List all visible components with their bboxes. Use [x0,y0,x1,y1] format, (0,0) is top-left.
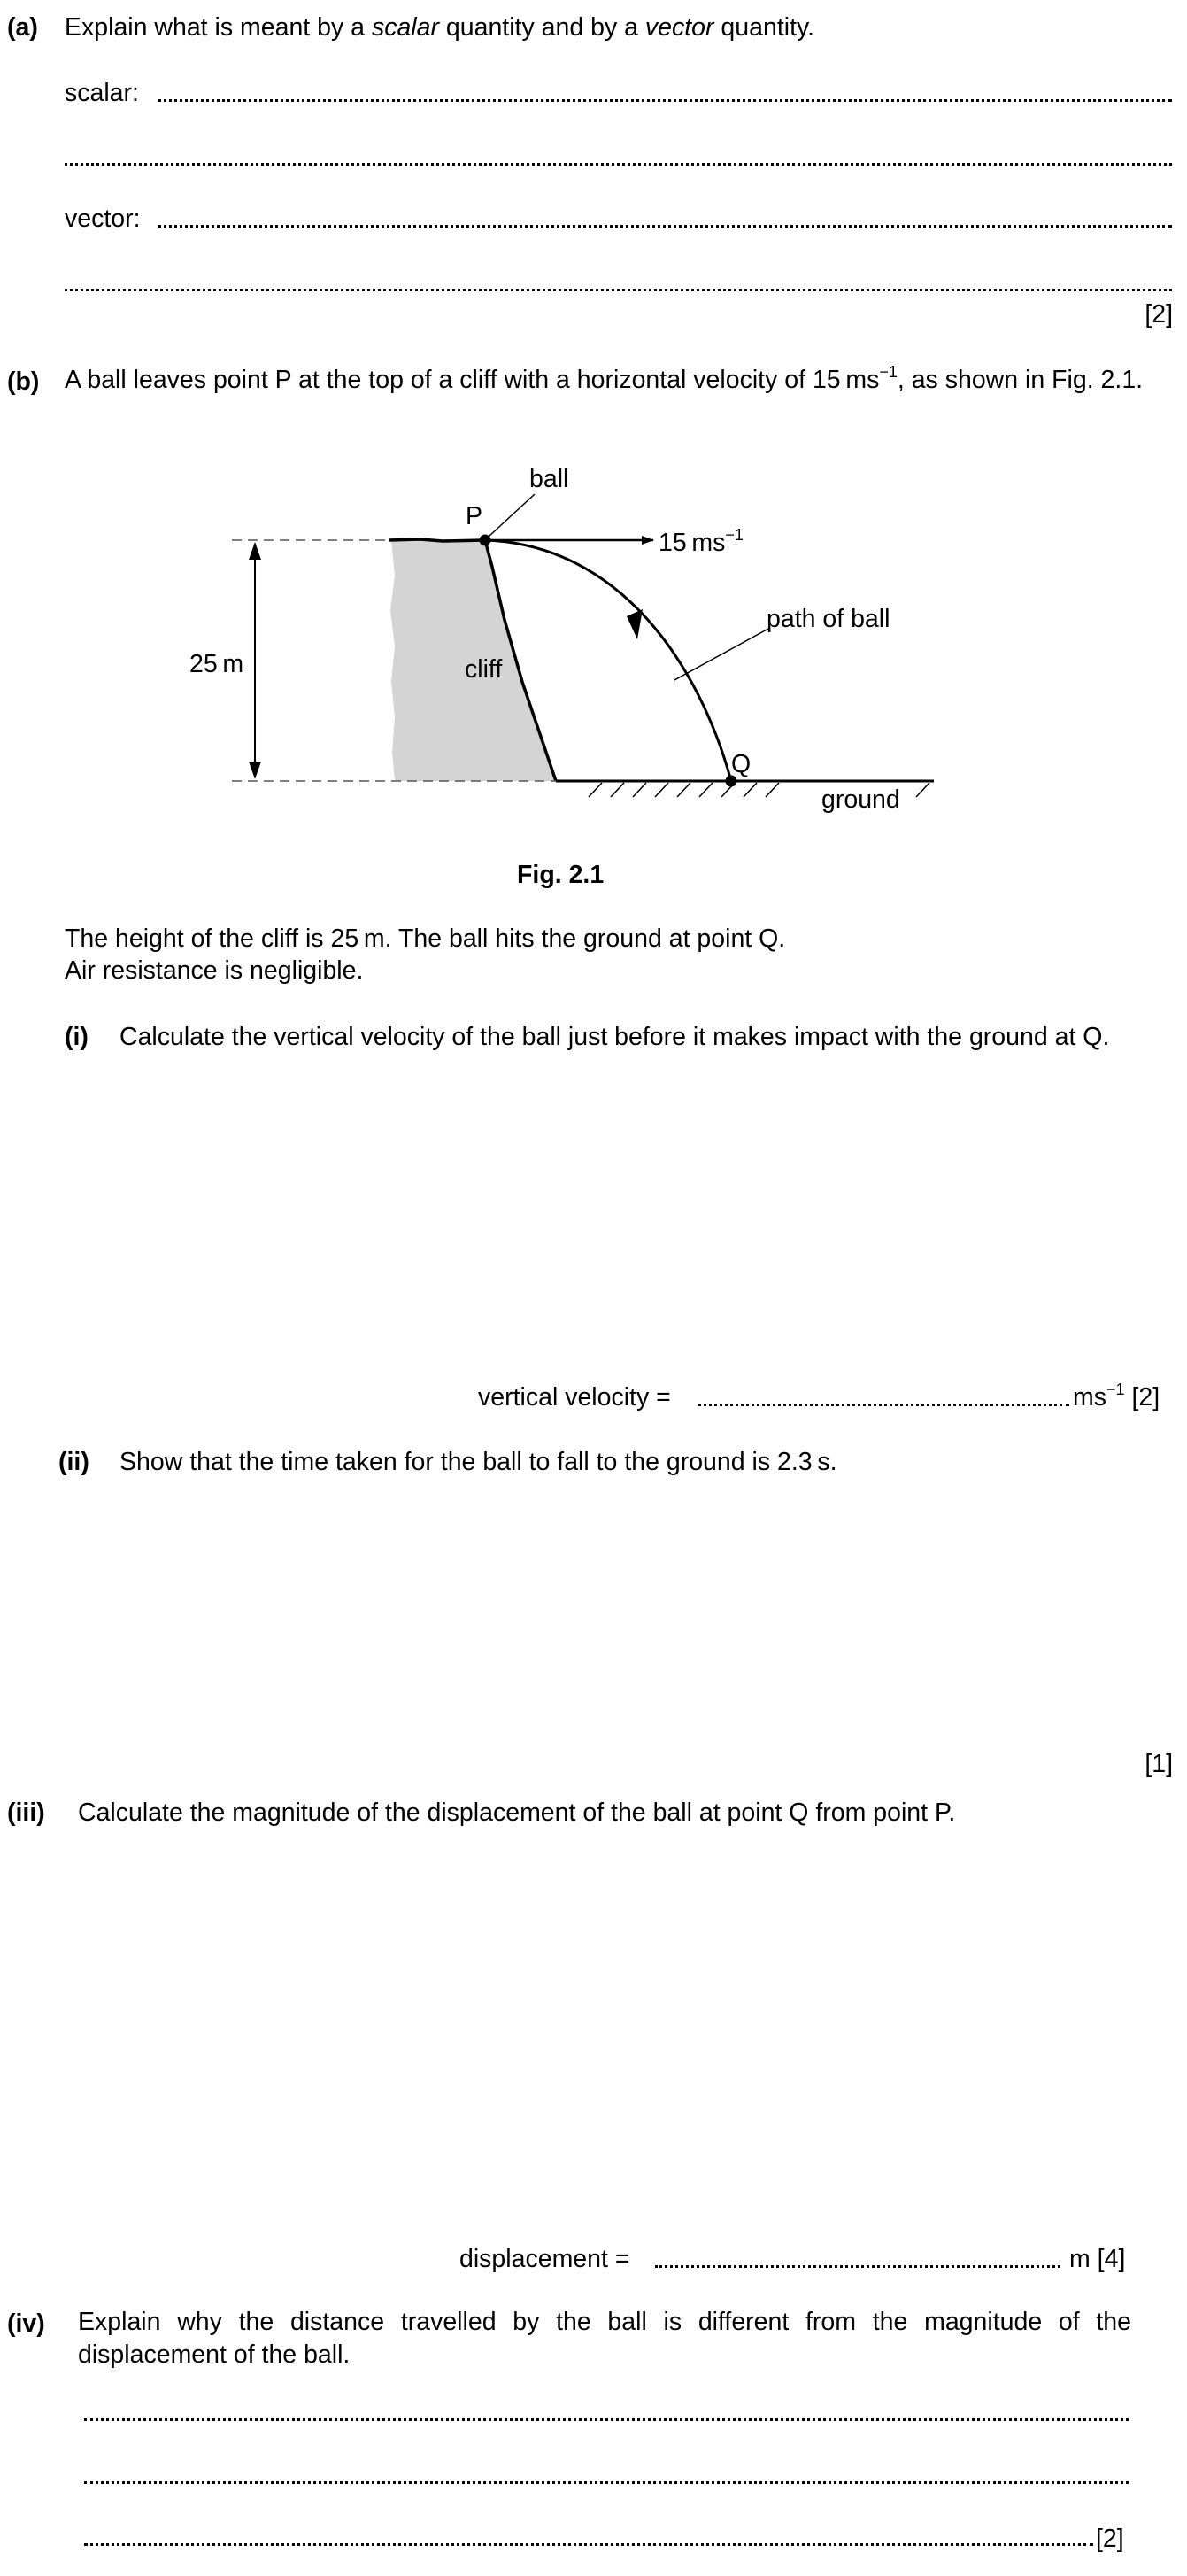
question-text: quantity and by a [438,13,645,42]
explanation-answer-line-2[interactable] [84,2481,1129,2484]
intro-text: , as shown in Fig. 2.1. [897,366,1144,394]
height-arrow-head-bottom [249,762,261,779]
height-arrow-head-top [249,542,261,560]
question-iv-label: (iv) [7,2309,45,2338]
question-i-label: (i) [65,1023,89,1051]
explanation-answer-line-1[interactable] [84,2418,1129,2421]
part-a-marks: [2] [1145,300,1173,329]
part-b-intro [65,364,1173,397]
displacement-answer-line[interactable] [655,2265,1060,2268]
velocity-label: 15 $ms^{-1}$ [659,526,744,557]
displacement-unit [1069,2244,1125,2274]
displacement-label: displacement = [459,2245,630,2273]
intro-text: A ball leaves point P at the top of a cliff with a horizontal velocity of 15 ms [65,366,880,394]
question-iv-marks: [2] [1096,2525,1124,2553]
question-iii-marks: [4] [1097,2245,1126,2273]
question-iii-label: (iii) [7,1799,45,1827]
ball-leader [489,494,535,537]
question-iv-text: Explain why the distance travelled by the ball is different from the magnitude of the displacement of the ball. [78,2308,1131,2369]
vector-label: vector: [65,205,141,233]
question-text: Explain what is meant by a [65,13,372,42]
cliff-label: cliff [465,655,503,684]
scalar-label: scalar: [65,79,139,107]
unit-text: m [1069,2245,1091,2273]
vertical-velocity-label: vertical velocity = [478,1383,671,1412]
point-P-label: P [466,502,483,530]
cliff-diagram [0,443,1187,832]
figure-caption: Fig. 2.1 [517,861,605,889]
question-ii-label: (ii) [58,1448,89,1476]
ball-label: ball [529,465,569,493]
explanation-answer-line-3[interactable] [84,2543,1093,2546]
question-i-text: Calculate the vertical velocity of the ball just before it makes impact with the ground at Q. [119,1023,1110,1051]
vertical-velocity-answer-line[interactable] [698,1404,1069,1406]
vector-answer-line-2[interactable] [65,289,1172,291]
point-Q-label: Q [731,750,752,778]
question-i-marks: [2] [1131,1383,1160,1412]
unit-text: ms [1073,1383,1106,1412]
trajectory-arrowhead [627,609,643,639]
cliff-top [389,539,485,541]
info-line-1: The height of the cliff is 25 m. The ball hits the ground at point Q. [65,924,786,953]
vector-answer-line[interactable] [158,225,1172,228]
part-a-label: (a) [7,13,38,42]
info-line-2: Air resistance is negligible. [65,956,364,985]
question-iii-text: Calculate the magnitude of the displacement of the ball at point Q from point P. [78,1799,956,1827]
unit-exponent: −1 [1106,1380,1125,1398]
part-a-question [65,12,814,43]
question-text: quantity. [713,13,815,42]
scalar-term: scalar [371,13,439,42]
vector-term: vector [644,13,714,42]
question-ii-marks: [1] [1145,1750,1173,1778]
scalar-answer-line-2[interactable] [65,163,1172,166]
ground-label: ground [821,785,900,814]
path-label: path of ball [767,605,890,633]
path-leader [674,629,768,680]
intro-exponent: −1 [879,362,898,381]
scalar-answer-line[interactable] [158,99,1172,102]
question-ii-text: Show that the time taken for the ball to fall to the ground is 2.3 s. [119,1448,837,1476]
height-label: 25 m [189,650,244,678]
part-b-label: (b) [7,367,40,396]
vertical-velocity-unit [1073,1382,1160,1412]
